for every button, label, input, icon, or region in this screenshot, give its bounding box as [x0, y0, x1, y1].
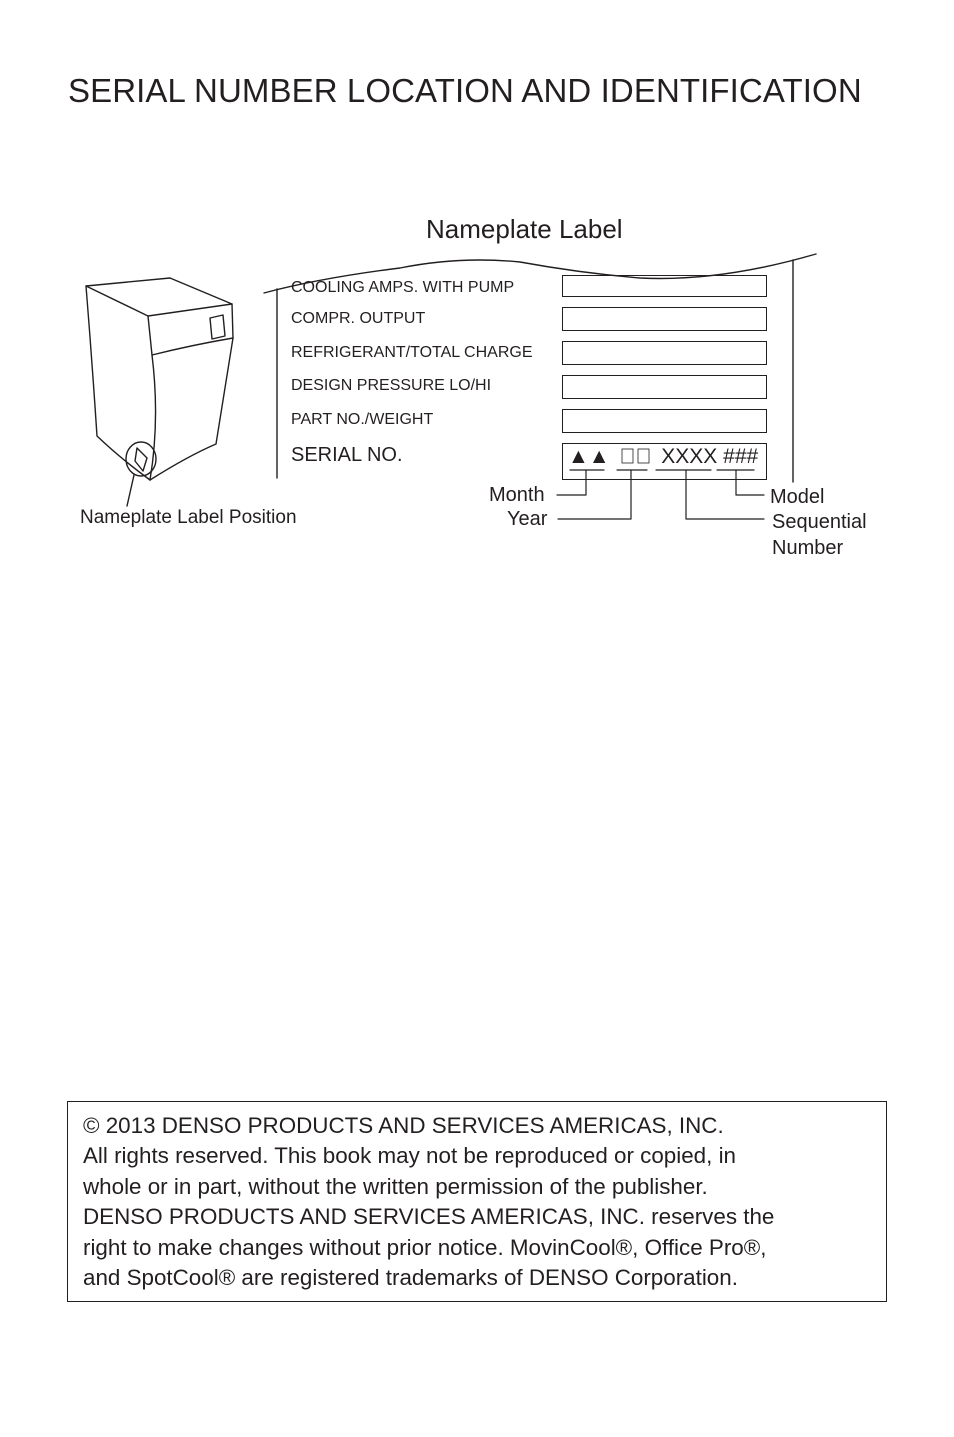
- value-box-refrigerant: [562, 341, 767, 365]
- page-title: SERIAL NUMBER LOCATION AND IDENTIFICATION: [68, 72, 862, 109]
- serial-month-code: ▲▲: [568, 445, 610, 468]
- serial-model-code: ###: [723, 445, 759, 468]
- field-cooling-amps: COOLING AMPS. WITH PUMP: [291, 279, 515, 296]
- notice-line: and SpotCool® are registered trademarks of DENSO Corporation.: [83, 1265, 738, 1291]
- value-box-cooling-amps: [562, 275, 767, 297]
- nameplate-position-label: Nameplate Label Position: [80, 507, 297, 528]
- field-serial-no: SERIAL NO.: [291, 444, 403, 466]
- value-box-part-no: [562, 409, 767, 433]
- callout-model: Model: [770, 486, 825, 508]
- field-compr-output: COMPR. OUTPUT: [291, 310, 426, 327]
- notice-line: All rights reserved. This book may not be reproduced or copied, in: [83, 1143, 736, 1169]
- unit-illustration: [86, 278, 233, 506]
- callout-month: Month: [489, 484, 545, 506]
- notice-line: DENSO PRODUCTS AND SERVICES AMERICAS, INC. reserves the: [83, 1204, 775, 1230]
- callout-year: Year: [507, 508, 548, 530]
- notice-line: whole or in part, without the written permission of the publisher.: [83, 1173, 708, 1199]
- serial-code: [568, 445, 758, 469]
- value-box-compr-output: [562, 307, 767, 331]
- serial-year-code: [621, 446, 651, 462]
- callout-sequential: Sequential: [772, 511, 867, 533]
- value-box-design-pressure: [562, 375, 767, 399]
- field-refrigerant: REFRIGERANT/TOTAL CHARGE: [291, 344, 533, 361]
- copyright-notice: [67, 1101, 887, 1302]
- serial-sequential-code: XXXX: [661, 445, 718, 468]
- notice-line: right to make changes without prior notice. MovinCool®, Office Pro®,: [83, 1234, 767, 1260]
- field-part-no: PART NO./WEIGHT: [291, 411, 434, 428]
- callout-number: Number: [772, 537, 844, 559]
- field-design-pressure: DESIGN PRESSURE LO/HI: [291, 377, 492, 394]
- nameplate-label-title: Nameplate Label: [426, 214, 623, 244]
- notice-line: © 2013 DENSO PRODUCTS AND SERVICES AMERICAS, INC.: [83, 1113, 724, 1138]
